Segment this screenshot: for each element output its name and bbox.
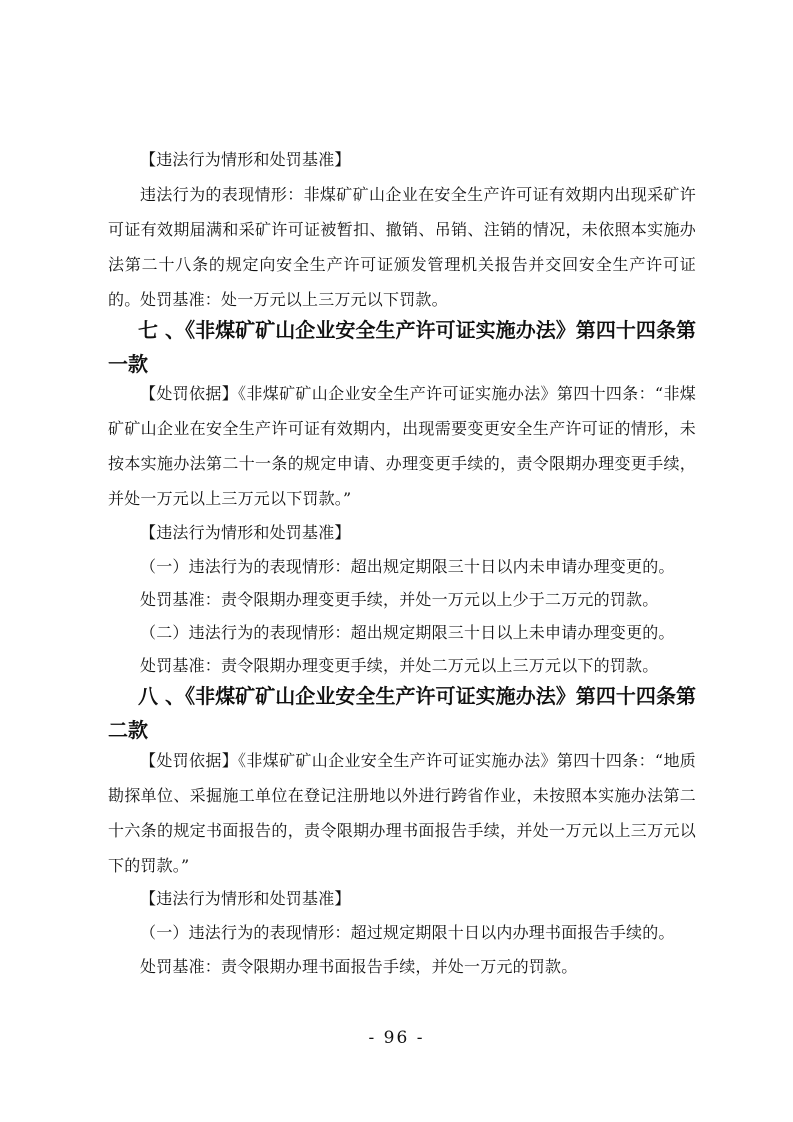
violation-item: （一）违法行为的表现情形：超过规定期限十日以内办理书面报告手续的。 <box>140 923 675 942</box>
section-label: 【违法行为情形和处罚基准】 <box>140 889 351 908</box>
violation-situation: 违法行为的表现情形：非煤矿矿山企业在安全生产许可证有效期内出现采矿许可证有效期届满和采矿许可证被暂扣、撤销、吊销、注销的情况，未依照本实施办法第二十八条的规定向安全生产许可证颁发管理机关报告并交回安全生产许可证的。 <box>108 185 696 309</box>
penalty-basis: 【处罚依据】《非煤矿矿山企业安全生产许可证实施办法》第四十四条：“地质勘探单位、采掘施工单位在登记注册地以外进行跨省作业，未按照本实施办法第二十六条的规定书面报告的，责令限期办理书面报告手续，并处一万元以上三万元以下的罚款。” <box>108 751 696 875</box>
penalty-standard: 处罚基准：责令限期办理书面报告手续，并处一万元的罚款。 <box>140 957 578 976</box>
section-label: 【违法行为情形和处罚基准】 <box>140 150 351 169</box>
penalty-basis: 【处罚依据】《非煤矿矿山企业安全生产许可证实施办法》第四十四条：“非煤矿矿山企业在安全生产许可证有效期内，出现需要变更安全生产许可证的情形，未按本实施办法第二十一条的规定申请、办理变更手续的，责令限期办理变更手续，并处一万元以上三万元以下罚款。” <box>108 384 696 508</box>
penalty-standard: 处罚基准：处一万元以上三万元以下罚款。 <box>140 290 448 309</box>
page-number: - 96 - <box>368 1028 425 1048</box>
penalty-standard: 处罚基准：责令限期办理变更手续，并处一万元以上少于二万元的罚款。 <box>140 590 659 609</box>
violation-item: （一）违法行为的表现情形：超出规定期限三十日以内未申请办理变更的。 <box>140 557 675 576</box>
penalty-standard: 处罚基准：责令限期办理变更手续，并处二万元以上三万元以下的罚款。 <box>140 656 659 675</box>
article-heading-8: 八 、《非煤矿矿山企业安全生产许可证实施办法》第四十四条第二款 <box>108 684 696 742</box>
violation-item: （二）违法行为的表现情形：超出规定期限三十日以上未申请办理变更的。 <box>140 623 675 642</box>
article-heading-7: 七 、《非煤矿矿山企业安全生产许可证实施办法》第四十四条第一款 <box>108 318 696 376</box>
section-label: 【违法行为情形和处罚基准】 <box>140 523 351 542</box>
